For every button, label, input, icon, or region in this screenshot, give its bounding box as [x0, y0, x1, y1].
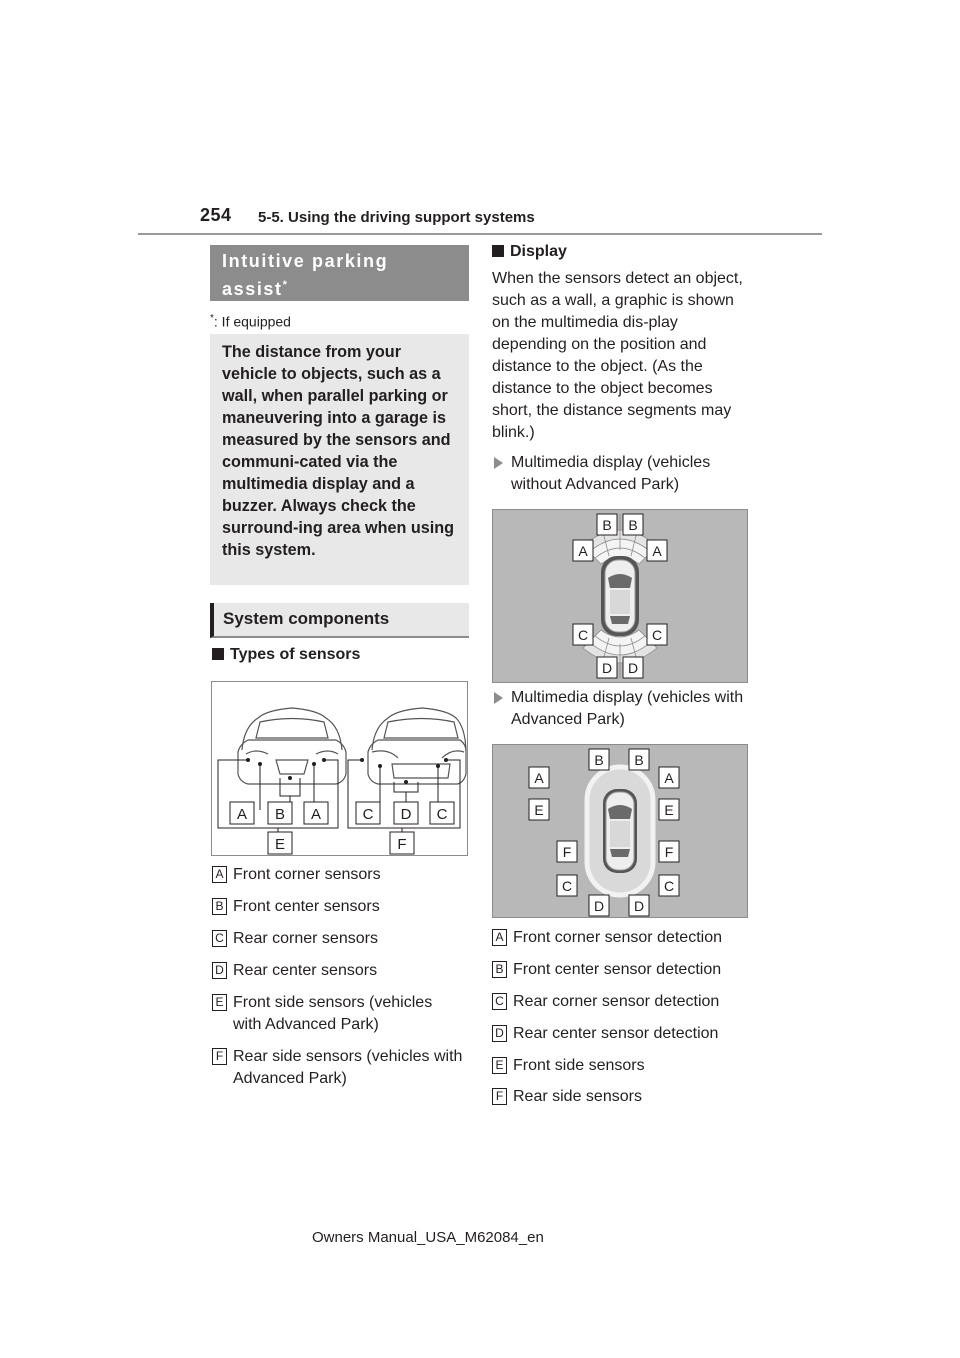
intro-description: The distance from your vehicle to objects, such as a wall, when parallel parking or maneuvering into a garage is measured by the sensors and communi-cated via the multimedia display and a buzzer. Always check the surround-ing area when using this system. — [210, 334, 469, 585]
disp1-label-b-left: B — [602, 517, 612, 533]
legend-text: Front corner sensors — [233, 866, 381, 883]
fig-label-rear-f: F — [397, 836, 407, 853]
legend-key: B — [492, 961, 507, 978]
disp1-label-d-left: D — [601, 660, 613, 676]
variant-2-text: Multimedia display (vehicles with Advanced Park) — [511, 689, 744, 728]
variant-1-label — [492, 452, 752, 496]
legend-text: Rear corner sensor detection — [513, 993, 720, 1010]
display-description: When the sensors detect an object, such as a wall, a graphic is shown on the multimedia dis-play depending on the position and distance to the object. (As the distance to the object becomes short, the distance segments may blink.) — [492, 270, 743, 441]
legend-text: Rear side sensors — [513, 1088, 642, 1105]
legend-key: A — [492, 929, 507, 946]
legend-key: C — [212, 930, 227, 947]
variant-2-label — [492, 687, 752, 731]
footnote-text: : If equipped — [213, 313, 291, 330]
legend-item — [212, 1046, 464, 1090]
disp2-label-e-left: E — [534, 802, 544, 818]
disp1-label-a-right: A — [652, 543, 662, 559]
legend-item — [492, 1055, 762, 1077]
disp2-label-b-left: B — [594, 752, 604, 768]
sensor-types-figure — [211, 681, 468, 856]
legend-item — [492, 1086, 762, 1108]
legend-item — [492, 927, 762, 949]
legend-text: Front side sensors (vehicles with Advanced Park) — [233, 994, 433, 1033]
disp2-label-d-left: D — [593, 898, 605, 914]
header-divider — [138, 233, 822, 235]
types-heading-text: Types of sensors — [230, 646, 361, 663]
legend-item — [212, 960, 482, 982]
legend-key: D — [212, 962, 227, 979]
legend-key: B — [212, 898, 227, 915]
fig-label-front-e: E — [274, 836, 286, 853]
fig-label-rear-c-right: C — [436, 806, 448, 823]
legend-key: D — [492, 1025, 507, 1042]
legend-key: F — [492, 1088, 507, 1105]
sensor-types-illustration — [212, 682, 467, 855]
legend-text: Front center sensor detection — [513, 961, 722, 978]
disp1-label-c-left: C — [577, 627, 589, 643]
legend-text: Front corner sensor detection — [513, 929, 722, 946]
footer-text: Owners Manual_USA_M62084_en — [312, 1229, 544, 1246]
legend-key: E — [212, 994, 227, 1011]
disp2-label-f-right: F — [664, 844, 674, 860]
page-number: 254 — [200, 205, 232, 225]
legend-item — [212, 864, 482, 886]
legend-text: Rear side sensors (vehicles with Advanced Park) — [233, 1048, 463, 1087]
intro-heading-text: Intuitive parking assist — [222, 251, 389, 299]
fig-label-rear-c-left: C — [362, 806, 374, 823]
legend-text: Front center sensors — [233, 898, 380, 915]
components-heading: System components — [210, 603, 469, 638]
disp2-label-c-left: C — [561, 878, 573, 894]
disp2-label-b-right: B — [634, 752, 644, 768]
legend-item — [212, 928, 482, 950]
legend-key: F — [212, 1048, 227, 1065]
fig-label-front-a-left: A — [236, 806, 248, 823]
legend-text: Front side sensors — [513, 1057, 645, 1074]
legend-text: Rear center sensors — [233, 962, 378, 979]
heading-asterisk: * — [282, 279, 287, 291]
disp1-label-d-right: D — [627, 660, 639, 676]
legend-text: Rear center sensor detection — [513, 1025, 719, 1042]
disp1-label-c-right: C — [651, 627, 663, 643]
section-title: 5-5. Using the driving support systems — [258, 209, 535, 226]
footnote — [210, 313, 291, 330]
legend-key: E — [492, 1057, 507, 1074]
display-figure-with-advanced-park — [492, 744, 748, 918]
disp2-label-a-left: A — [534, 770, 544, 786]
legend-item — [492, 959, 762, 981]
disp2-label-a-right: A — [664, 770, 674, 786]
fig-label-rear-d: D — [400, 806, 412, 823]
display-heading — [492, 243, 567, 261]
fig-label-front-b: B — [274, 806, 286, 823]
legend-key: A — [212, 866, 227, 883]
legend-item — [212, 896, 482, 918]
legend-item — [492, 1023, 762, 1045]
intro-heading — [210, 245, 469, 301]
legend-item — [212, 992, 464, 1036]
legend-item — [492, 991, 762, 1013]
display-heading-text: Display — [510, 243, 567, 260]
variant-1-text: Multimedia display (vehicles without Advanced Park) — [511, 454, 711, 493]
disp2-label-c-right: C — [663, 878, 675, 894]
square-bullet-icon — [212, 648, 224, 660]
display-figure-without-advanced-park — [492, 509, 748, 683]
disp2-label-e-right: E — [664, 802, 674, 818]
disp1-label-a-left: A — [578, 543, 588, 559]
disp2-label-f-left: F — [562, 844, 572, 860]
fig-label-front-a-right: A — [310, 806, 322, 823]
legend-text: Rear corner sensors — [233, 930, 378, 947]
disp2-label-d-right: D — [633, 898, 645, 914]
triangle-bullet-icon — [494, 692, 503, 704]
triangle-bullet-icon — [494, 457, 503, 469]
display-illustration-1 — [493, 510, 747, 682]
square-bullet-icon — [492, 245, 504, 257]
types-heading — [212, 646, 360, 664]
display-illustration-2 — [493, 745, 747, 917]
legend-key: C — [492, 993, 507, 1010]
footnote-asterisk: * — [210, 313, 214, 324]
disp1-label-b-right: B — [628, 517, 638, 533]
